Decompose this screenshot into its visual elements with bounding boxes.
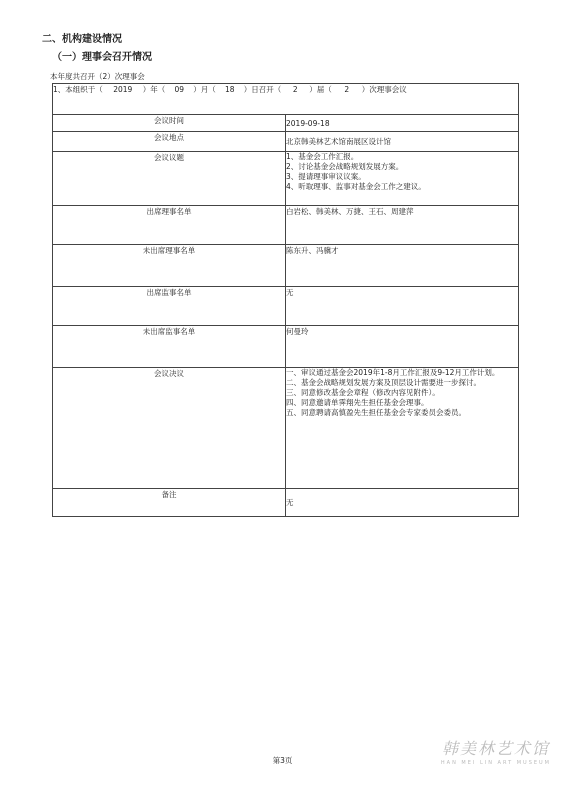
absent-directors-label: 未出席理事名单 [53,245,286,287]
resolution-item: 二、基金会战略规划发展方案及顶层设计需要进一步探讨。 [286,378,481,387]
section-title: 二、机构建设情况 [42,34,122,45]
meeting-time-row [53,115,519,132]
absent-supervisors-value: 何曼玲 [286,326,519,368]
attending-directors-value: 白岩松、韩美林、万捷、王石、周建萍 [286,206,519,245]
meeting-time-value: 2019-09-18 [286,115,519,132]
header-number-suffix: ）次理事会议 [361,85,407,94]
meeting-agenda-label: 会议议题 [53,152,286,206]
agenda-item: 2、讨论基金会战略规划发展方案。 [286,162,404,171]
resolutions-label: 会议决议 [53,368,286,489]
resolution-item: 五、同意聘请高慎盈先生担任基金会专家委员会委员。 [286,408,466,417]
meeting-agenda-value [286,152,519,206]
header-day-suffix: ）日召开（ [243,85,282,94]
attending-supervisors-row [53,287,519,326]
remarks-label: 备注 [53,489,286,517]
absent-directors-value: 陈东升、冯骥才 [286,245,519,287]
header-session-suffix: ）届（ [309,85,332,94]
meeting-year: 2019 [113,85,133,94]
absent-directors-row [53,245,519,287]
agenda-item: 4、听取理事、监事对基金会工作之建议。 [286,182,426,191]
resolution-item: 四、同意邀请单霁翔先生担任基金会理事。 [286,398,429,407]
meeting-place-row [53,132,519,152]
header-year-suffix: ）年（ [142,85,166,94]
meeting-count-line: 本年度共召开（2）次理事会 [50,72,145,81]
board-meeting-table [52,83,519,517]
header-month-suffix: ）月（ [193,85,216,94]
attending-supervisors-value: 无 [286,287,519,326]
meeting-place-value: 北京韩美林艺术馆南展区设计馆 [286,132,519,152]
agenda-item: 3、提请理事审议议案。 [286,172,366,181]
remarks-value: 无 [286,489,519,517]
page-number: 第3页 [272,756,293,765]
resolutions-row [53,368,519,489]
meeting-month: 09 [174,85,185,94]
watermark-chinese: 韩美林艺术馆 [441,739,550,758]
meeting-header-cell [53,84,519,115]
resolution-item: 三、同意修改基金会章程（修改内容见附件）。 [286,388,440,397]
attending-directors-row [53,206,519,245]
attending-directors-label: 出席理事名单 [53,206,286,245]
absent-supervisors-label: 未出席监事名单 [53,326,286,368]
meeting-place-label: 会议地点 [53,132,286,152]
subsection-title: （一）理事会召开情况 [52,52,152,63]
header-prefix: 1、本组织于（ [53,85,103,94]
attending-supervisors-label: 出席监事名单 [53,287,286,326]
meeting-number: 2 [344,85,350,94]
meeting-day: 18 [225,85,235,94]
meeting-header-row [53,84,519,115]
absent-supervisors-row [53,326,519,368]
meeting-agenda-row [53,152,519,206]
agenda-item: 1、基金会工作汇报。 [286,152,359,161]
resolutions-value [286,368,519,489]
remarks-row [53,489,519,517]
meeting-header [53,85,407,94]
watermark-english: HAN MEI LIN ART MUSEUM [440,760,551,766]
museum-watermark [441,736,551,766]
meeting-session: 2 [292,85,298,94]
resolution-item: 一、审议通过基金会2019年1-8月工作汇报及9-12月工作计划。 [286,368,500,377]
meeting-time-label: 会议时间 [53,115,286,132]
